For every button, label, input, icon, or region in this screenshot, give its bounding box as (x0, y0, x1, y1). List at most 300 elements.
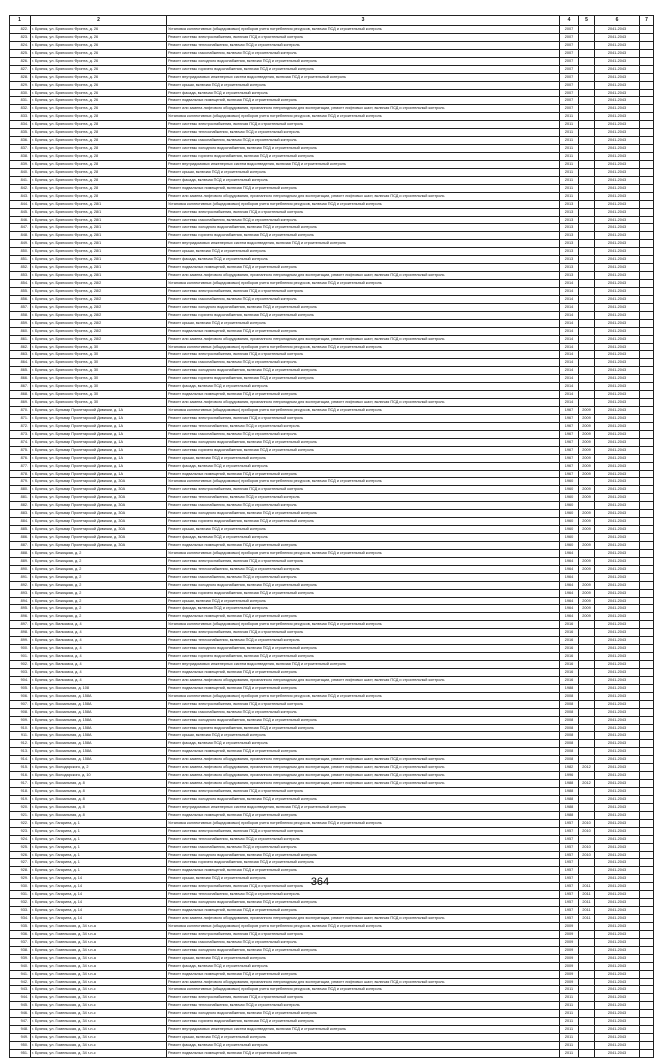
table-row (10, 907, 654, 915)
cell-address: г. Брянск, ул. Вокзальная, д. 158А (31, 740, 167, 748)
cell-build-year: 1964 (560, 589, 579, 597)
cell-build-year: 2008 (560, 724, 579, 732)
cell-build-year: 2014 (560, 343, 579, 351)
cell-build-year: 2013 (560, 224, 579, 232)
column-number-header-row (10, 16, 654, 26)
cell-address: г. Брянск, ул. Бежицкая, д. 2 (31, 605, 167, 613)
cell-address: г. Брянск, ул. Бежицкая, д. 2 (31, 613, 167, 621)
cell-build-year: 2013 (560, 256, 579, 264)
cell-planned-period: 2041-2043 (595, 899, 640, 907)
table-row (10, 938, 654, 946)
cell-note (640, 613, 654, 621)
cell-note (640, 280, 654, 288)
cell-row-number: 842. (10, 184, 31, 192)
cell-row-number: 949. (10, 1034, 31, 1042)
table-row (10, 653, 654, 661)
cell-last-repair-year (579, 684, 595, 692)
cell-address: г. Брянск, ул. Бежицкая, д. 2 (31, 581, 167, 589)
cell-row-number: 826. (10, 57, 31, 65)
cell-planned-period: 2041-2043 (595, 153, 640, 161)
cell-planned-period: 2041-2043 (595, 780, 640, 788)
cell-address: г. Брянск, ул. Бежицкая, д. 2 (31, 557, 167, 565)
cell-note (640, 1018, 654, 1026)
cell-planned-period: 2041-2043 (595, 26, 640, 34)
cell-build-year: 2014 (560, 280, 579, 288)
table-row (10, 41, 654, 49)
cell-build-year: 1957 (560, 915, 579, 923)
cell-build-year: 2009 (560, 930, 579, 938)
cell-note (640, 732, 654, 740)
cell-note (640, 978, 654, 986)
cell-build-year: 2014 (560, 367, 579, 375)
cell-last-repair-year (579, 962, 595, 970)
table-row (10, 478, 654, 486)
cell-build-year: 1964 (560, 613, 579, 621)
cell-build-year: 2011 (560, 1018, 579, 1026)
cell-last-repair-year (579, 692, 595, 700)
cell-note (640, 399, 654, 407)
table-row (10, 541, 654, 549)
table-row (10, 1034, 654, 1042)
cell-build-year: 2009 (560, 962, 579, 970)
table-row (10, 518, 654, 526)
cell-last-repair-year (579, 176, 595, 184)
table-row (10, 891, 654, 899)
table-row (10, 534, 654, 542)
cell-row-number: 886. (10, 534, 31, 542)
cell-note (640, 899, 654, 907)
cell-address: г. Брянск, ул. Вильямса, д. 4 (31, 653, 167, 661)
cell-build-year: 2007 (560, 26, 579, 34)
cell-work-type: Ремонт подвальных помещений, включая ПСД и строительный контроль (167, 391, 560, 399)
cell-address: г. Брянск, ул. Гомельская, д. 34 г-н-с (31, 1002, 167, 1010)
cell-address: г. Брянск, ул. Брянского Фронта, д. 28/2 (31, 280, 167, 288)
cell-build-year: 2014 (560, 335, 579, 343)
cell-last-repair-year (579, 708, 595, 716)
cell-address: г. Брянск, ул. Бульвар Пролетарской Дивизии, д. 1А (31, 446, 167, 454)
cell-row-number: 936. (10, 930, 31, 938)
cell-note (640, 49, 654, 57)
cell-planned-period: 2041-2043 (595, 597, 640, 605)
cell-note (640, 414, 654, 422)
cell-build-year: 1964 (560, 605, 579, 613)
cell-row-number: 934. (10, 915, 31, 923)
cell-last-repair-year (579, 621, 595, 629)
cell-work-type: Ремонт системы теплоснабжения, включая ПСД и строительный контроль (167, 41, 560, 49)
cell-address: г. Брянск, ул. Брянского Фронта, д. 28 (31, 129, 167, 137)
cell-build-year: 1988 (560, 788, 579, 796)
cell-address: г. Брянск, ул. Брянского Фронта, д. 28 (31, 192, 167, 200)
table-row (10, 756, 654, 764)
cell-address: г. Брянск, ул. Гагарина, д. 1 (31, 835, 167, 843)
cell-build-year: 2007 (560, 81, 579, 89)
cell-row-number: 926. (10, 851, 31, 859)
cell-note (640, 264, 654, 272)
cell-planned-period: 2041-2043 (595, 224, 640, 232)
cell-planned-period: 2041-2043 (595, 835, 640, 843)
cell-build-year: 1960 (560, 486, 579, 494)
table-row (10, 351, 654, 359)
cell-work-type: Ремонт системы электроснабжения, включая ПСД и строительный контроль (167, 788, 560, 796)
cell-row-number: 834. (10, 121, 31, 129)
cell-address: г. Брянск, ул. Вокзальная, д. 8 (31, 795, 167, 803)
cell-row-number: 868. (10, 391, 31, 399)
cell-note (640, 343, 654, 351)
cell-address: г. Брянск, ул. Бульвар Пролетарской Дивизии, д. 30А (31, 510, 167, 518)
cell-build-year: 1982 (560, 764, 579, 772)
cell-work-type: Ремонт фасада, включая ПСД и строительный контроль (167, 1042, 560, 1050)
cell-build-year: 1967 (560, 438, 579, 446)
cell-row-number: 880. (10, 486, 31, 494)
cell-planned-period: 2041-2043 (595, 827, 640, 835)
cell-work-type: Ремонт системы газоснабжения, включая ПСД и строительный контроль (167, 49, 560, 57)
cell-planned-period: 2041-2043 (595, 49, 640, 57)
table-row (10, 613, 654, 621)
cell-note (640, 375, 654, 383)
cell-build-year: 2009 (560, 922, 579, 930)
cell-row-number: 825. (10, 49, 31, 57)
cell-planned-period: 2041-2043 (595, 272, 640, 280)
cell-address: г. Брянск, ул. Вильямса, д. 4 (31, 676, 167, 684)
cell-row-number: 837. (10, 145, 31, 153)
cell-last-repair-year (579, 756, 595, 764)
cell-address: г. Брянск, ул. Брянского Фронта, д. 28/1 (31, 216, 167, 224)
cell-work-type: Ремонт крыши, включая ПСД и строительный контроль (167, 954, 560, 962)
cell-planned-period: 2041-2043 (595, 541, 640, 549)
cell-work-type: Ремонт крыши, включая ПСД и строительный контроль (167, 248, 560, 256)
cell-planned-period: 2041-2043 (595, 414, 640, 422)
cell-work-type: Ремонт системы электроснабжения, включая ПСД и строительный контроль (167, 827, 560, 835)
cell-row-number: 859. (10, 319, 31, 327)
cell-note (640, 367, 654, 375)
cell-address: г. Брянск, ул. Гагарина, д. 1 (31, 843, 167, 851)
table-row (10, 73, 654, 81)
cell-last-repair-year: 2009 (579, 414, 595, 422)
cell-address: г. Брянск, ул. Гомельская, д. 34 г-н-с (31, 1049, 167, 1057)
table-row (10, 359, 654, 367)
cell-work-type: Ремонт системы горячего водоснабжения, включая ПСД и строительный контроль (167, 724, 560, 732)
table-row (10, 454, 654, 462)
table-row (10, 716, 654, 724)
cell-note (640, 121, 654, 129)
table-row (10, 795, 654, 803)
table-row (10, 962, 654, 970)
cell-note (640, 938, 654, 946)
cell-note (640, 311, 654, 319)
cell-build-year: 2016 (560, 629, 579, 637)
cell-note (640, 137, 654, 145)
cell-row-number: 935. (10, 922, 31, 930)
cell-last-repair-year (579, 661, 595, 669)
cell-work-type: Ремонт подвальных помещений, включая ПСД и строительный контроль (167, 684, 560, 692)
table-row (10, 629, 654, 637)
cell-row-number: 922. (10, 819, 31, 827)
cell-planned-period: 2041-2043 (595, 264, 640, 272)
cell-work-type: Ремонт подвальных помещений, включая ПСД и строительный контроль (167, 264, 560, 272)
table-row (10, 200, 654, 208)
cell-work-type: Ремонт или замена лифтового оборудования, признанного непригодным для эксплуатации, ремонт лифтовых шахт, включая ПСД и строительный контроль (167, 335, 560, 343)
table-row (10, 867, 654, 875)
cell-planned-period: 2041-2043 (595, 692, 640, 700)
cell-build-year: 2007 (560, 41, 579, 49)
cell-last-repair-year (579, 740, 595, 748)
cell-last-repair-year (579, 502, 595, 510)
cell-planned-period: 2041-2043 (595, 518, 640, 526)
cell-address: г. Брянск, ул. Брянского Фронта, д. 26 (31, 81, 167, 89)
cell-work-type: Ремонт или замена лифтового оборудования, признанного непригодным для эксплуатации, ремонт лифтовых шахт, включая ПСД и строительный контроль (167, 764, 560, 772)
cell-row-number: 939. (10, 954, 31, 962)
cell-note (640, 915, 654, 923)
cell-note (640, 795, 654, 803)
cell-row-number: 890. (10, 565, 31, 573)
cell-planned-period: 2041-2043 (595, 510, 640, 518)
cell-build-year: 2014 (560, 295, 579, 303)
cell-address: г. Брянск, ул. Бежицкая, д. 2 (31, 573, 167, 581)
cell-address: г. Брянск, ул. Гомельская, д. 34 г-н-а (31, 930, 167, 938)
cell-build-year: 2007 (560, 97, 579, 105)
cell-note (640, 454, 654, 462)
cell-row-number: 915. (10, 764, 31, 772)
cell-planned-period: 2041-2043 (595, 375, 640, 383)
cell-work-type: Ремонт фасада, включая ПСД и строительный контроль (167, 383, 560, 391)
cell-work-type: Ремонт или замена лифтового оборудования, признанного непригодным для эксплуатации, ремонт лифтовых шахт, включая ПСД и строительный контроль (167, 399, 560, 407)
cell-build-year: 1957 (560, 867, 579, 875)
cell-work-type: Ремонт крыши, включая ПСД и строительный контроль (167, 319, 560, 327)
cell-note (640, 256, 654, 264)
cell-build-year: 1960 (560, 518, 579, 526)
cell-last-repair-year (579, 549, 595, 557)
cell-last-repair-year (579, 375, 595, 383)
cell-address: г. Брянск, ул. Вильямса, д. 4 (31, 661, 167, 669)
cell-planned-period: 2041-2043 (595, 573, 640, 581)
cell-note (640, 81, 654, 89)
table-row (10, 970, 654, 978)
cell-last-repair-year: 2010 (579, 843, 595, 851)
table-row (10, 986, 654, 994)
cell-build-year: 2011 (560, 153, 579, 161)
cell-note (640, 954, 654, 962)
cell-note (640, 65, 654, 73)
cell-note (640, 446, 654, 454)
cell-last-repair-year (579, 168, 595, 176)
table-row (10, 272, 654, 280)
cell-build-year: 2013 (560, 200, 579, 208)
cell-note (640, 541, 654, 549)
cell-last-repair-year (579, 922, 595, 930)
cell-planned-period: 2041-2043 (595, 629, 640, 637)
cell-address: г. Брянск, ул. Бульвар Пролетарской Дивизии, д. 30А (31, 518, 167, 526)
cell-build-year: 1957 (560, 859, 579, 867)
cell-note (640, 200, 654, 208)
cell-build-year: 2011 (560, 168, 579, 176)
cell-row-number: 896. (10, 613, 31, 621)
table-row (10, 946, 654, 954)
cell-planned-period: 2041-2043 (595, 970, 640, 978)
cell-note (640, 478, 654, 486)
cell-work-type: Ремонт внутридомовых инженерных систем водоотведения, включая ПСД и строительный контроль (167, 240, 560, 248)
cell-build-year: 1960 (560, 534, 579, 542)
cell-note (640, 803, 654, 811)
cell-note (640, 740, 654, 748)
cell-last-repair-year (579, 1049, 595, 1057)
cell-planned-period: 2041-2043 (595, 81, 640, 89)
cell-work-type: Ремонт фасада, включая ПСД и строительный контроль (167, 962, 560, 970)
table-row (10, 1042, 654, 1050)
cell-address: г. Брянск, ул. Вильямса, д. 4 (31, 645, 167, 653)
cell-planned-period: 2041-2043 (595, 549, 640, 557)
cell-last-repair-year (579, 256, 595, 264)
cell-row-number: 946. (10, 1010, 31, 1018)
cell-build-year: 2011 (560, 1002, 579, 1010)
cell-last-repair-year (579, 1010, 595, 1018)
table-row (10, 835, 654, 843)
cell-address: г. Брянск, ул. Гагарина, д. 1 (31, 859, 167, 867)
cell-last-repair-year (579, 788, 595, 796)
cell-last-repair-year (579, 153, 595, 161)
cell-build-year: 2016 (560, 637, 579, 645)
cell-planned-period: 2041-2043 (595, 526, 640, 534)
cell-address: г. Брянск, ул. Бульвар Пролетарской Дивизии, д. 30А (31, 486, 167, 494)
cell-last-repair-year (579, 534, 595, 542)
table-row (10, 367, 654, 375)
cell-planned-period: 2041-2043 (595, 57, 640, 65)
cell-address: г. Брянск, ул. Бульвар Пролетарской Дивизии, д. 1А (31, 438, 167, 446)
cell-build-year: 2007 (560, 33, 579, 41)
cell-planned-period: 2041-2043 (595, 407, 640, 415)
table-row (10, 208, 654, 216)
cell-row-number: 884. (10, 518, 31, 526)
cell-note (640, 605, 654, 613)
cell-planned-period: 2041-2043 (595, 478, 640, 486)
cell-work-type: Ремонт системы горячего водоснабжения, включая ПСД и строительный контроль (167, 311, 560, 319)
table-row (10, 462, 654, 470)
cell-address: г. Брянск, ул. Брянского Фронта, д. 26 (31, 73, 167, 81)
cell-row-number: 913. (10, 748, 31, 756)
cell-build-year: 2008 (560, 732, 579, 740)
table-row (10, 137, 654, 145)
cell-work-type: Ремонт системы теплоснабжения, включая ПСД и строительный контроль (167, 835, 560, 843)
cell-row-number: 877. (10, 462, 31, 470)
cell-work-type: Ремонт или замена лифтового оборудования, признанного непригодным для эксплуатации, ремонт лифтовых шахт, включая ПСД и строительный контроль (167, 772, 560, 780)
cell-note (640, 907, 654, 915)
cell-row-number: 905. (10, 684, 31, 692)
cell-last-repair-year: 2009 (579, 541, 595, 549)
cell-build-year: 2007 (560, 73, 579, 81)
cell-row-number: 938. (10, 946, 31, 954)
cell-address: г. Брянск, ул. Брянского Фронта, д. 26 (31, 33, 167, 41)
cell-last-repair-year: 2009 (579, 462, 595, 470)
cell-note (640, 994, 654, 1002)
cell-last-repair-year (579, 946, 595, 954)
cell-build-year: 1957 (560, 875, 579, 883)
cell-build-year: 2014 (560, 319, 579, 327)
cell-last-repair-year (579, 351, 595, 359)
cell-row-number: 950. (10, 1042, 31, 1050)
cell-row-number: 864. (10, 359, 31, 367)
cell-address: г. Брянск, ул. Вильямса, д. 4 (31, 637, 167, 645)
cell-address: г. Брянск, ул. Гомельская, д. 34 г-н-а (31, 922, 167, 930)
table-row (10, 327, 654, 335)
cell-last-repair-year (579, 359, 595, 367)
cell-row-number: 895. (10, 605, 31, 613)
cell-build-year: 1960 (560, 494, 579, 502)
cell-row-number: 907. (10, 700, 31, 708)
cell-address: г. Брянск, ул. Брянского Фронта, д. 28/2 (31, 327, 167, 335)
cell-row-number: 920. (10, 803, 31, 811)
table-row (10, 438, 654, 446)
cell-work-type: Ремонт системы холодного водоснабжения, включая ПСД и строительный контроль (167, 57, 560, 65)
cell-last-repair-year: 2009 (579, 581, 595, 589)
cell-note (640, 462, 654, 470)
cell-address: г. Брянск, ул. Брянского Фронта, д. 28 (31, 121, 167, 129)
cell-note (640, 653, 654, 661)
cell-note (640, 295, 654, 303)
cell-planned-period: 2041-2043 (595, 319, 640, 327)
cell-row-number: 943. (10, 986, 31, 994)
cell-planned-period: 2041-2043 (595, 494, 640, 502)
table-row (10, 422, 654, 430)
cell-work-type: Ремонт подвальных помещений, включая ПСД и строительный контроль (167, 541, 560, 549)
cell-planned-period: 2041-2043 (595, 351, 640, 359)
cell-work-type: Ремонт системы холодного водоснабжения, включая ПСД и строительный контроль (167, 303, 560, 311)
cell-last-repair-year: 2009 (579, 565, 595, 573)
cell-build-year: 1964 (560, 573, 579, 581)
cell-work-type: Установка коллективных (общедомовых) приборов учета потребления ресурсов, включая ПСД и строительный контроль (167, 280, 560, 288)
cell-address: г. Брянск, ул. Брянского Фронта, д. 28 (31, 184, 167, 192)
table-row (10, 311, 654, 319)
cell-address: г. Брянск, ул. Брянского Фронта, д. 30 (31, 383, 167, 391)
cell-row-number: 836. (10, 137, 31, 145)
cell-note (640, 176, 654, 184)
cell-planned-period: 2041-2043 (595, 795, 640, 803)
cell-row-number: 839. (10, 160, 31, 168)
cell-work-type: Ремонт системы горячего водоснабжения, включая ПСД и строительный контроль (167, 859, 560, 867)
cell-last-repair-year (579, 248, 595, 256)
cell-note (640, 629, 654, 637)
cell-address: г. Брянск, ул. Гагарина, д. 1 (31, 851, 167, 859)
cell-build-year: 2011 (560, 121, 579, 129)
cell-address: г. Брянск, ул. Гомельская, д. 34 г-н-а (31, 962, 167, 970)
cell-planned-period: 2041-2043 (595, 851, 640, 859)
cell-last-repair-year (579, 391, 595, 399)
cell-build-year: 1960 (560, 526, 579, 534)
cell-work-type: Ремонт системы холодного водоснабжения, включая ПСД и строительный контроль (167, 224, 560, 232)
cell-row-number: 841. (10, 176, 31, 184)
cell-planned-period: 2041-2043 (595, 645, 640, 653)
cell-address: г. Брянск, ул. Гагарина, д. 14 (31, 915, 167, 923)
cell-planned-period: 2041-2043 (595, 256, 640, 264)
cell-last-repair-year: 2011 (579, 907, 595, 915)
cell-last-repair-year (579, 478, 595, 486)
cell-build-year: 2011 (560, 994, 579, 1002)
repair-register-table (9, 15, 654, 1058)
cell-note (640, 716, 654, 724)
cell-planned-period: 2041-2043 (595, 986, 640, 994)
cell-work-type: Установка коллективных (общедомовых) приборов учета потребления ресурсов, включая ПСД и строительный контроль (167, 407, 560, 415)
cell-row-number: 948. (10, 1026, 31, 1034)
cell-planned-period: 2041-2043 (595, 819, 640, 827)
cell-row-number: 873. (10, 430, 31, 438)
table-row (10, 57, 654, 65)
cell-work-type: Ремонт или замена лифтового оборудования, признанного непригодным для эксплуатации, ремонт лифтовых шахт, включая ПСД и строительный контроль (167, 780, 560, 788)
cell-address: г. Брянск, ул. Брянского Фронта, д. 26 (31, 57, 167, 65)
cell-row-number: 827. (10, 65, 31, 73)
cell-work-type: Ремонт крыши, включая ПСД и строительный контроль (167, 526, 560, 534)
cell-row-number: 828. (10, 73, 31, 81)
cell-work-type: Ремонт системы холодного водоснабжения, включая ПСД и строительный контроль (167, 510, 560, 518)
cell-work-type: Ремонт системы холодного водоснабжения, включая ПСД и строительный контроль (167, 1010, 560, 1018)
cell-work-type: Ремонт внутридомовых инженерных систем водоотведения, включая ПСД и строительный контроль (167, 1026, 560, 1034)
